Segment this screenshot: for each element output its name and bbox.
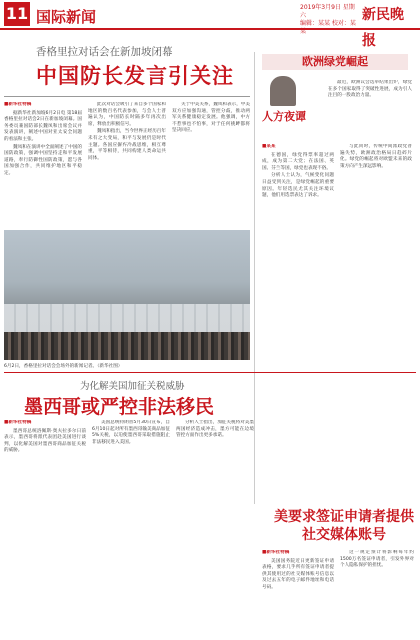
lead-paragraph: 据新华社新加坡6月2日电 第18届香格里拉对话会2日在新加坡闭幕。国务委员兼国防部长魏凤和出席会议并发表演讲，阐述中国对亚太安全问题的看法和主张。 xyxy=(4,110,82,142)
right-column-intro xyxy=(328,80,412,140)
right-column-body-2 xyxy=(340,144,412,370)
page-number: 11 xyxy=(4,2,30,26)
lead-column-3 xyxy=(172,102,250,226)
third-headline: 美要求签证申请者提供社交媒体账号 xyxy=(274,509,414,543)
lead-byline: ■新华社特稿 xyxy=(4,102,32,107)
masthead-logo xyxy=(362,2,416,49)
second-paragraph: 分析人士指出，加征关税将对美墨两国经济造成冲击，墨方可能在边境管控方面作出更多承诺。 xyxy=(176,420,254,439)
right-paragraph: 最近，欧洲议会选举结果出炉，绿党在多个国家取得了突破性进展，成为引人注目的一股政治力量。 xyxy=(328,80,412,99)
logo-text: 新民晚报 xyxy=(362,7,404,49)
right-paragraph: 在德国，绿党得票率超过两成，成为第二大党；在法国、英国、芬兰等国，绿党也表现不俗。 xyxy=(262,152,334,171)
lead-paragraph: 魏凤和指出，当今世界正经历百年未有之大变局，和平与发展仍是时代主题。各国应摒弃冷战思维，相互尊重，平等相待，共同构建人类命运共同体。 xyxy=(88,129,166,161)
second-column-2 xyxy=(92,420,170,634)
second-kicker: 为化解美国加征关税威胁 xyxy=(80,381,185,392)
right-paragraph: 分析人士认为，气候变化问题日益受到关注，是绿党崛起的重要原因。年轻选民尤其关注环境议题，他们用选票表达了诉求。 xyxy=(262,173,334,199)
second-paragraph: 美国总统特朗普5月30日宣布，自6月10日起对所有墨西哥输美商品加征5%关税，以迫使墨西哥采取措施阻止非法移民进入美国。 xyxy=(92,420,170,445)
header-date xyxy=(300,4,360,36)
author-avatar xyxy=(270,76,296,106)
date-line: 2019年3月9日 星期六 xyxy=(300,4,355,19)
lead-photo xyxy=(4,230,250,360)
second-byline: ■新华社特稿 xyxy=(4,420,32,425)
third-paragraph: 这一规定预计将影响每年约1500万名签证申请者，引发外界对个人隐私保护的担忧。 xyxy=(340,550,414,569)
photo-crowd xyxy=(4,332,250,360)
third-column-1 xyxy=(262,550,334,634)
second-paragraph: 墨西哥总统洛佩斯·奥夫拉多尔日前表示，墨西哥将派代表团赴美国进行谈判，以化解美国对墨西哥商品加征关税的威胁。 xyxy=(4,428,86,454)
second-headline: 墨西哥或严控非法移民 xyxy=(24,396,215,418)
right-column-body-1 xyxy=(262,144,334,370)
section-divider xyxy=(4,372,416,373)
page-header xyxy=(0,0,420,49)
lead-kicker: 香格里拉对话会在新加坡闭幕 xyxy=(36,46,173,58)
lead-paragraph: 魏凤和在演讲中全面阐述了中国的国防政策，强调中国坚持走和平发展道路，奉行防御性国防政策，愿与各国加强合作，共同维护地区和平稳定。 xyxy=(4,144,82,176)
section-title: 国际新闻 xyxy=(36,8,97,26)
divider xyxy=(4,96,250,97)
lead-paragraph: 此次对话会吸引了来自多个国家和地区的数百名代表参加，与会人士普遍认为，中国防长时隔多年再次出席，释放出积极信号。 xyxy=(88,102,166,127)
photo-caption: 6月2日，香格里拉对话会会场外的新闻记者。（新华社图） xyxy=(4,364,123,369)
column-name: 人方夜谭 xyxy=(262,110,306,123)
lead-column-1 xyxy=(4,102,82,226)
lead-paragraph: 关于中美关系，魏凤和表示，中美双方应加强沟通，管控分歧，推动两军关系健康稳定发展。他强调，中方不惹事也不怕事，对于任何挑衅都将坚决回应。 xyxy=(172,102,250,134)
column-logo xyxy=(262,76,322,126)
third-column-2 xyxy=(340,550,414,634)
lead-headline: 中国防长发言引关注 xyxy=(36,63,234,88)
right-author: ■某某 xyxy=(262,144,276,149)
second-column-3 xyxy=(176,420,254,634)
lead-column-2 xyxy=(88,102,166,226)
right-column-title: 欧洲绿党崛起 xyxy=(262,54,408,70)
third-byline: ■新华社特稿 xyxy=(262,550,290,555)
second-column-1 xyxy=(4,420,86,634)
editor-line: 编辑：某某 校对：某某 xyxy=(300,20,356,35)
right-paragraph: 与此同时，传统中间派政党普遍失势，欧洲政治格局日趋碎片化。绿党的崛起将对欧盟未来的政策方向产生深远影响。 xyxy=(340,144,412,169)
third-paragraph: 美国国务院近日更新签证申请表格，要求几乎所有签证申请者提供其使用过的社交媒体账号信息以及过去五年的电子邮件地址和电话号码。 xyxy=(262,558,334,590)
